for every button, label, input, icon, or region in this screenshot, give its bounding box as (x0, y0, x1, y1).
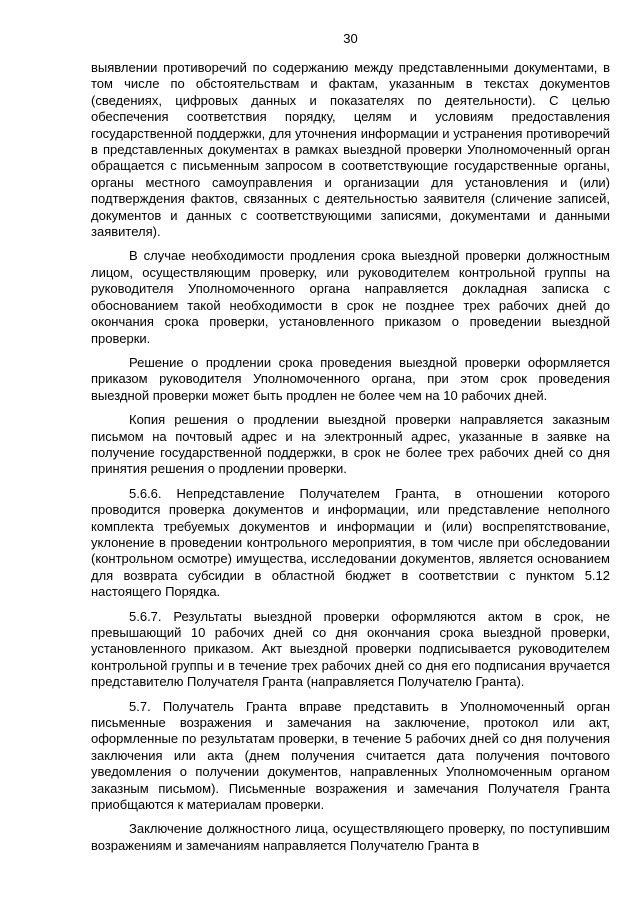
paragraph-extension-copy: Копия решения о продлении выездной проверки направляется заказным письмом на почтовый адрес и на электронный адрес, указанные в заявке на получение государственной поддержки, в срок не более трех рабочих дней со дня принятия решения о продлении проверки. (91, 412, 610, 477)
paragraph-5-6-6: 5.6.6. Непредставление Получателем Гранта, в отношении которого проводится проверка документов и информации, или представление неполного комплекта требуемых документов и информации и (или) воспрепятствование, уклонение в проведении контрольного мероприятия, в том числе при обследовании (контрольном осмотре) имущества, исследовании документов, является основанием для возврата субсидии в областной бюджет в соответствии с пунктом 5.12 настоящего Порядка. (91, 485, 610, 600)
paragraph-conclusion: Заключение должностного лица, осуществляющего проверку, по поступившим возражениям и замечаниям направляется Получателю Гранта в (91, 821, 610, 853)
document-page (91, 0, 610, 905)
paragraph-5-7: 5.7. Получатель Гранта вправе представить в Уполномоченный орган письменные возражения и замечания на заключение, протокол или акт, оформленные по результатам проверки, в течение 5 рабочих дней со дня получения заключения или акта (днем получения считается дата получения почтового уведомления о получении документов, направленных Уполномоченным органом заказным письмом). Письменные возражения и замечания Получателя Гранта приобщаются к материалам проверки. (91, 698, 610, 813)
page-number: 30 (343, 31, 358, 46)
paragraph-extension-decision: Решение о продлении срока проведения выездной проверки оформляется приказом руководителя Уполномоченного органа, при этом срок проведения выездной проверки может быть продлен не более чем на 10 рабочих дней. (91, 354, 610, 403)
paragraph-extension-request: В случае необходимости продления срока выездной проверки должностным лицом, осуществляющим проверку, или руководителем контрольной группы на руководителя Уполномоченного органа направляется докладная записка с обоснованием такой необходимости в срок не позднее трех рабочих дней до окончания срока проверки, установленного приказом о проведении выездной проверки. (91, 248, 610, 346)
paragraph-continuation: выявлении противоречий по содержанию между представленными документами, в том числе по обстоятельствам и фактам, указанным в текстах документов (сведениях, цифровых данных и показателях по деятельности). С целью обеспечения соответствия порядку, целям и условиям предоставления государственной поддержки, для уточнения информации и устранения противоречий в представленных документах в рамках выездной проверки Уполномоченный орган обращается с письменным запросом в соответствующие государственные органы, органы местного самоуправления и организации для установления и (или) подтверждения фактов, связанных с деятельностью заявителя (сличение записей, документов и данных с соответствующими записями, документами и данными заявителя). (91, 60, 610, 240)
paragraph-5-6-7: 5.6.7. Результаты выездной проверки оформляются актом в срок, не превышающий 10 рабочих дней со дня окончания срока выездной проверки, установленного приказом. Акт выездной проверки подписывается руководителем контрольной группы и в течение трех рабочих дней со дня его подписания вручается представителю Получателя Гранта (направляется Получателю Гранта). (91, 608, 610, 690)
document-body (91, 60, 610, 862)
